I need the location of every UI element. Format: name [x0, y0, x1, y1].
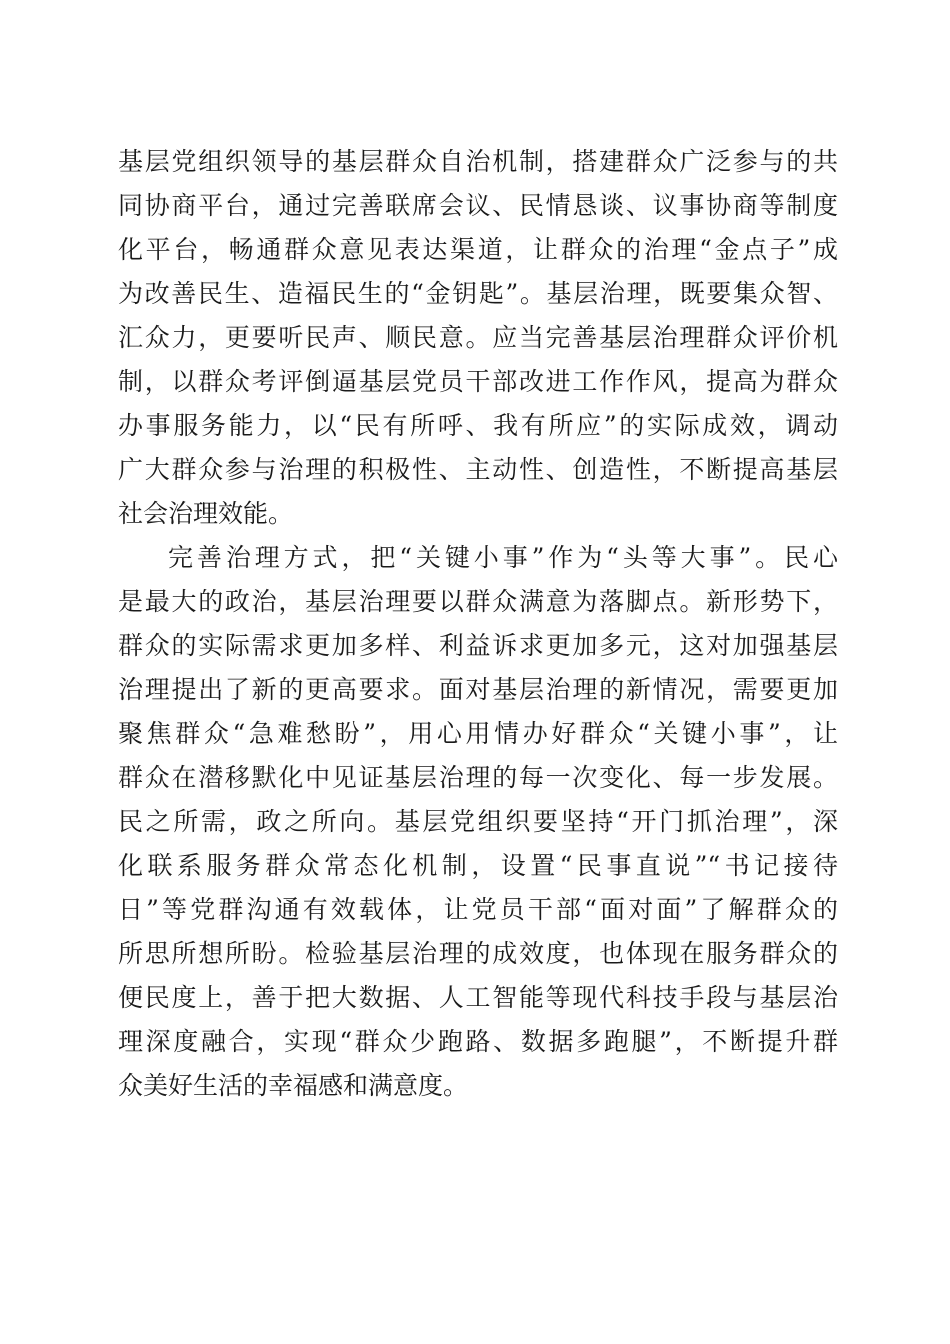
- paragraph-line: 为改善民生、造福民生的“金钥匙”。基层治理，既要集众智、: [118, 279, 838, 308]
- paragraph-line: 办事服务能力，以“民有所呼、我有所应”的实际成效，调动: [118, 411, 838, 440]
- paragraph-line: 所思所想所盼。检验基层治理的成效度，也体现在服务群众的: [118, 939, 838, 968]
- paragraph-line: 日”等党群沟通有效载体，让党员干部“面对面”了解群众的: [118, 895, 838, 924]
- paragraph-line: 治理提出了新的更高要求。面对基层治理的新情况，需要更加: [118, 675, 838, 704]
- paragraph-line: 聚焦群众“急难愁盼”，用心用情办好群众“关键小事”，让: [118, 719, 838, 748]
- paragraph-line: 基层党组织领导的基层群众自治机制，搭建群众广泛参与的共: [118, 147, 838, 176]
- paragraph-line: 完善治理方式，把“关键小事”作为“头等大事”。民心: [168, 543, 838, 572]
- paragraph-line: 化联系服务群众常态化机制，设置“民事直说”“书记接待: [118, 851, 838, 880]
- paragraph-line: 群众在潜移默化中见证基层治理的每一次变化、每一步发展。: [118, 763, 838, 792]
- paragraph-line: 众美好生活的幸福感和满意度。: [118, 1071, 469, 1100]
- paragraph-line: 群众的实际需求更加多样、利益诉求更加多元，这对加强基层: [118, 631, 838, 660]
- paragraph-line: 是最大的政治，基层治理要以群众满意为落脚点。新形势下，: [118, 587, 838, 616]
- paragraph-line: 民之所需，政之所向。基层党组织要坚持“开门抓治理”，深: [118, 807, 838, 836]
- paragraph-line: 便民度上，善于把大数据、人工智能等现代科技手段与基层治: [118, 983, 838, 1012]
- paragraph-line: 理深度融合，实现“群众少跑路、数据多跑腿”，不断提升群: [118, 1027, 838, 1056]
- paragraph-1: [118, 140, 838, 536]
- paragraph-2: [118, 536, 838, 1108]
- paragraph-line: 汇众力，更要听民声、顺民意。应当完善基层治理群众评价机: [118, 323, 838, 352]
- paragraph-line: 广大群众参与治理的积极性、主动性、创造性，不断提高基层: [118, 455, 838, 484]
- paragraph-line: 制，以群众考评倒逼基层党员干部改进工作作风，提高为群众: [118, 367, 838, 396]
- paragraph-line: 化平台，畅通群众意见表达渠道，让群众的治理“金点子”成: [118, 235, 838, 264]
- paragraph-line: 同协商平台，通过完善联席会议、民情恳谈、议事协商等制度: [118, 191, 838, 220]
- paragraph-line: 社会治理效能。: [118, 499, 294, 528]
